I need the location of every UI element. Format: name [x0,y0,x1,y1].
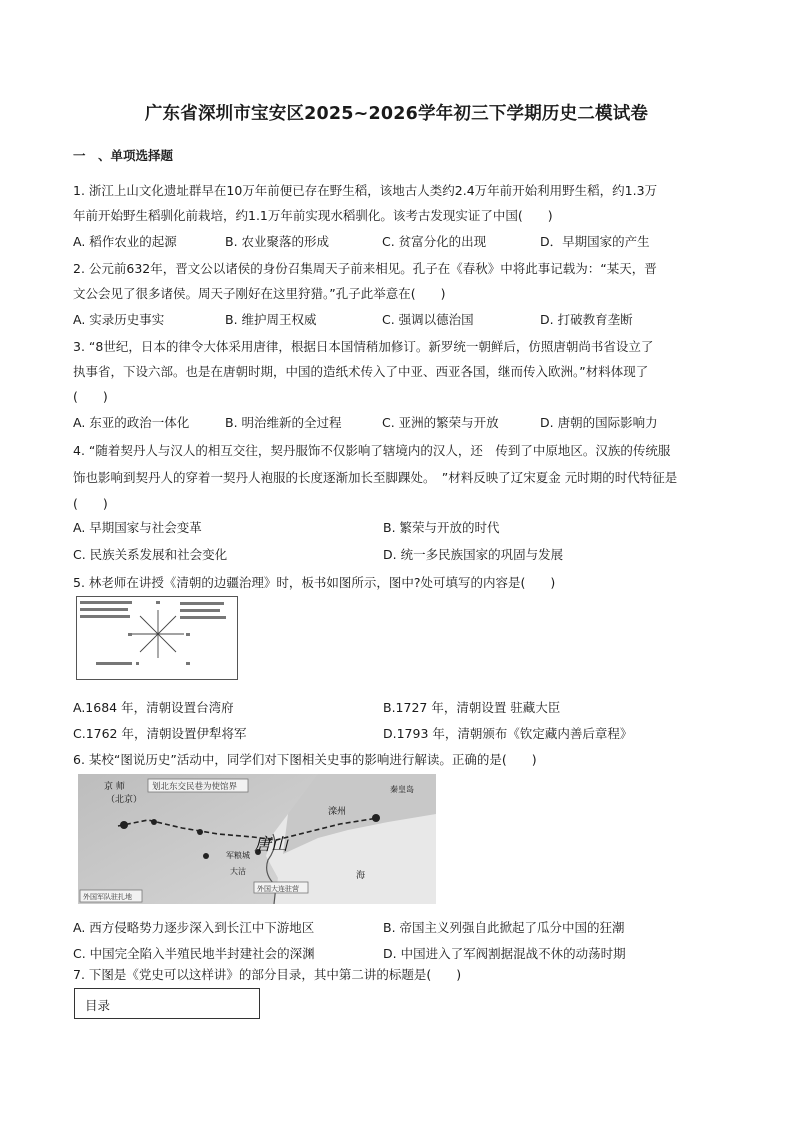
question-3-line-1: 3. “8世纪，日本的律令大体采用唐律，根据日本国情稍加修订。新罗统一朝鲜后，仿照唐朝尚书省设立了 [73,339,654,354]
q1-option-c: C. 贫富分化的出现 [382,234,487,249]
map-label-sea: 海 [356,871,366,881]
q2-option-d: D. 打破教育垄断 [540,312,633,327]
map-label-luanzhou: 滦州 [328,807,347,817]
q1-option-b: B. 农业聚落的形成 [225,234,330,249]
question-4-line-2: 饰也影响到契丹人的穿着一契丹人袍服的长度逐渐加长至脚踝处。 ”材料反映了辽宋夏金 元时期的时代特征是 [73,470,678,485]
q5-option-d: D.1793 年，清朝颁布《钦定藏内善后章程》 [383,726,633,741]
map-left-label: 外国军队驻扎地 [83,893,132,901]
q4-option-c: C. 民族关系发展和社会变化 [73,547,228,562]
q1-option-d: D．早期国家的产生 [540,234,650,249]
q3-option-c: C. 亚洲的繁荣与开放 [382,415,499,430]
map-label-qinhuangdao: 秦皇岛 [390,785,414,794]
map-label-junliang: 军粮城 [226,851,250,860]
q6-option-d: D. 中国进入了军阀割据混战不休的动荡时期 [383,946,626,961]
q1-option-a: A. 稻作农业的起源 [73,234,177,249]
map-bottom-label: 外国大连驻营 [257,885,299,893]
q2-option-a: A. 实录历史事实 [73,312,165,327]
question-3-line-2: 执事省，下设六部。也是在唐朝时期，中国的造纸术传入了中亚、西亚各国，继而传入欧洲。”材料体现了 [73,364,649,379]
north-china-map [78,774,436,904]
table-of-contents-box [74,988,260,1019]
question-3-line-3: ( ) [73,389,108,404]
question-6-line-1: 6. 某校“图说历史”活动中，同学们对下图相关史事的影响进行解读。正确的是( ) [73,752,537,767]
section-heading: 一 、单项选择题 [73,148,174,163]
map-label-beijing: 京 师 [104,782,125,792]
question-7-line-1: 7. 下图是《党史可以这样讲》的部分目录，其中第二讲的标题是( ) [73,967,462,982]
q2-option-c: C. 强调以德治国 [382,312,474,327]
q5-option-c: C.1762 年，清朝设置伊犁将军 [73,726,247,741]
q4-option-d: D. 统一多民族国家的巩固与发展 [383,547,564,562]
q3-option-d: D. 唐朝的国际影响力 [540,415,658,430]
question-5-line-1: 5. 林老师在讲授《清朝的边疆治理》时，板书如图所示，图中?处可填写的内容是( ) [73,575,556,590]
q6-option-c: C. 中国完全陷入半殖民地半封建社会的深渊 [73,946,315,961]
question-1-line-2: 年前开始野生稻驯化前栽培，约1.1万年前实现水稻驯化。该考古发现实证了中国( ) [73,208,553,223]
map-label-tangshan: 唐山 [254,835,288,855]
q5-option-a: A.1684 年，清朝设置台湾府 [73,700,234,715]
map-label-dagu: 大沽 [230,867,246,876]
q4-option-b: B. 繁荣与开放的时代 [383,520,500,535]
question-2-line-1: 2. 公元前632年，晋文公以诸侯的身份召集周天子前来相见。孔子在《春秋》中将此事记载为：“某天，晋 [73,261,657,276]
question-4-line-3: ( ) [73,496,108,511]
question-1-line-1: 1. 浙江上山文化遗址群早在10万年前便已存在野生稻，该地古人类约2.4万年前开始利用野生稻，约1.3万 [73,183,658,198]
question-4-line-1: 4. “随着契丹人与汉人的相互交往，契丹服饰不仅影响了辖境内的汉人，还 传到了中原地区。汉族的传统服 [73,443,671,458]
q3-option-b: B. 明治维新的全过程 [225,415,342,430]
blackboard-diagram [76,596,238,680]
map-banner-label: 划北东交民巷为使馆界 [152,782,238,792]
map-label-beijing-sub: （北京） [106,795,143,805]
q4-option-a: A. 早期国家与社会变革 [73,520,202,535]
toc-heading: 目录 [85,998,111,1013]
question-2-line-2: 文公会见了很多诸侯。周天子刚好在这里狩猎。”孔子此举意在( ) [73,286,446,301]
q6-option-a: A. 西方侵略势力逐步深入到长江中下游地区 [73,920,315,935]
q6-option-b: B. 帝国主义列强自此掀起了瓜分中国的狂潮 [383,920,625,935]
exam-title: 广东省深圳市宝安区2025~2026学年初三下学期历史二模试卷 [144,104,649,124]
q5-option-b: B.1727 年，清朝设置 驻藏大臣 [383,700,561,715]
q3-option-a: A. 东亚的政治一体化 [73,415,190,430]
q2-option-b: B. 维护周王权威 [225,312,317,327]
